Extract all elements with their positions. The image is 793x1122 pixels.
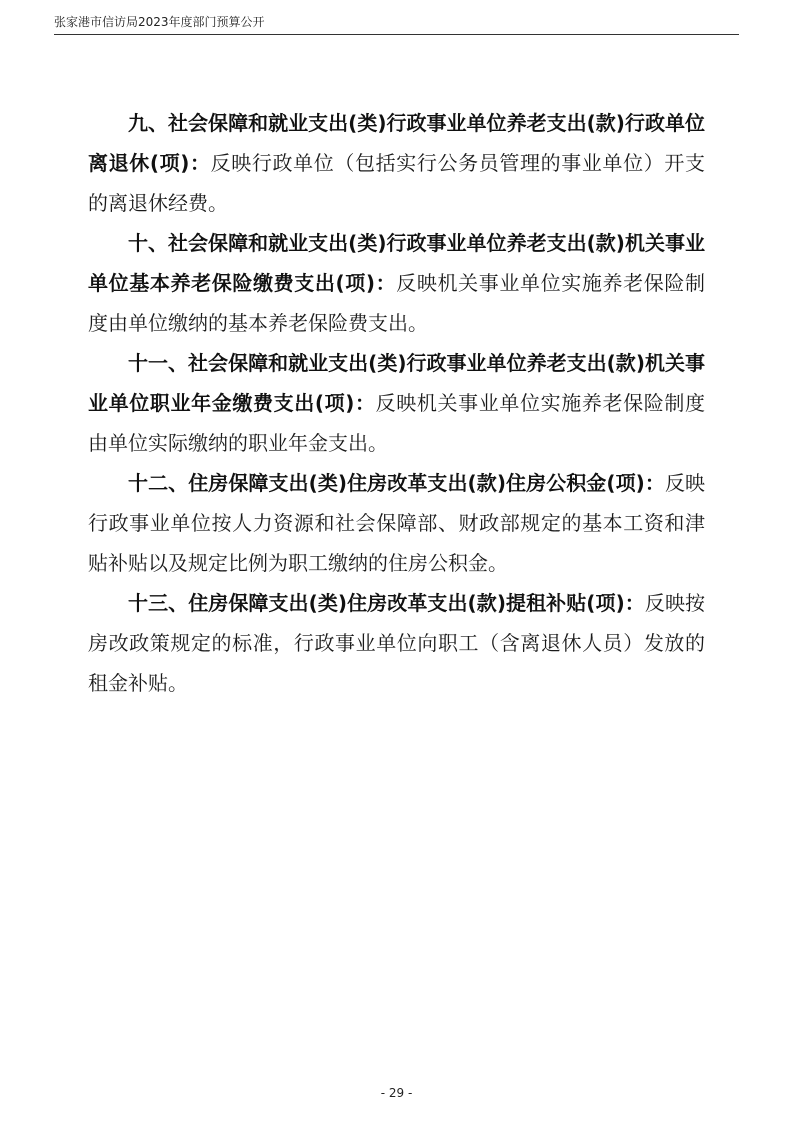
item-description: 反映行政单位（包括实行公务员管理的事业单位）开支的离退休经费。 <box>88 151 706 215</box>
page-number: - 29 - <box>380 1086 413 1100</box>
budget-item-10 <box>88 223 705 343</box>
header-divider <box>54 34 739 35</box>
item-title: 九、社会保障和就业支出(类)行政事业单位养老支出(款)行政单位离退休(项)： <box>88 111 705 175</box>
budget-item-13 <box>88 583 705 703</box>
item-title: 十一、社会保障和就业支出(类)行政事业单位养老支出(款)机关事业单位职业年金缴费支出(项)： <box>88 351 705 415</box>
budget-item-12 <box>88 463 705 583</box>
item-title: 十三、住房保障支出(类)住房改革支出(款)提租补贴(项)： <box>128 591 645 615</box>
document-body <box>88 103 705 703</box>
running-header: 张家港市信访局2023年度部门预算公开 <box>54 15 265 29</box>
item-description: 反映按房改政策规定的标准，行政事业单位向职工（含离退休人员）发放的租金补贴。 <box>88 591 706 695</box>
item-description: 反映机关事业单位实施养老保险制度由单位缴纳的基本养老保险费支出。 <box>88 271 706 335</box>
item-description: 反映机关事业单位实施养老保险制度由单位实际缴纳的职业年金支出。 <box>88 391 705 455</box>
item-title: 十、社会保障和就业支出(类)行政事业单位养老支出(款)机关事业单位基本养老保险缴费支出(项)： <box>88 231 705 295</box>
item-description: 反映行政事业单位按人力资源和社会保障部、财政部规定的基本工资和津贴补贴以及规定比例为职工缴纳的住房公积金。 <box>88 471 706 575</box>
item-title: 十二、住房保障支出(类)住房改革支出(款)住房公积金(项)： <box>128 471 665 495</box>
budget-item-11 <box>88 343 705 463</box>
budget-item-9 <box>88 103 705 223</box>
